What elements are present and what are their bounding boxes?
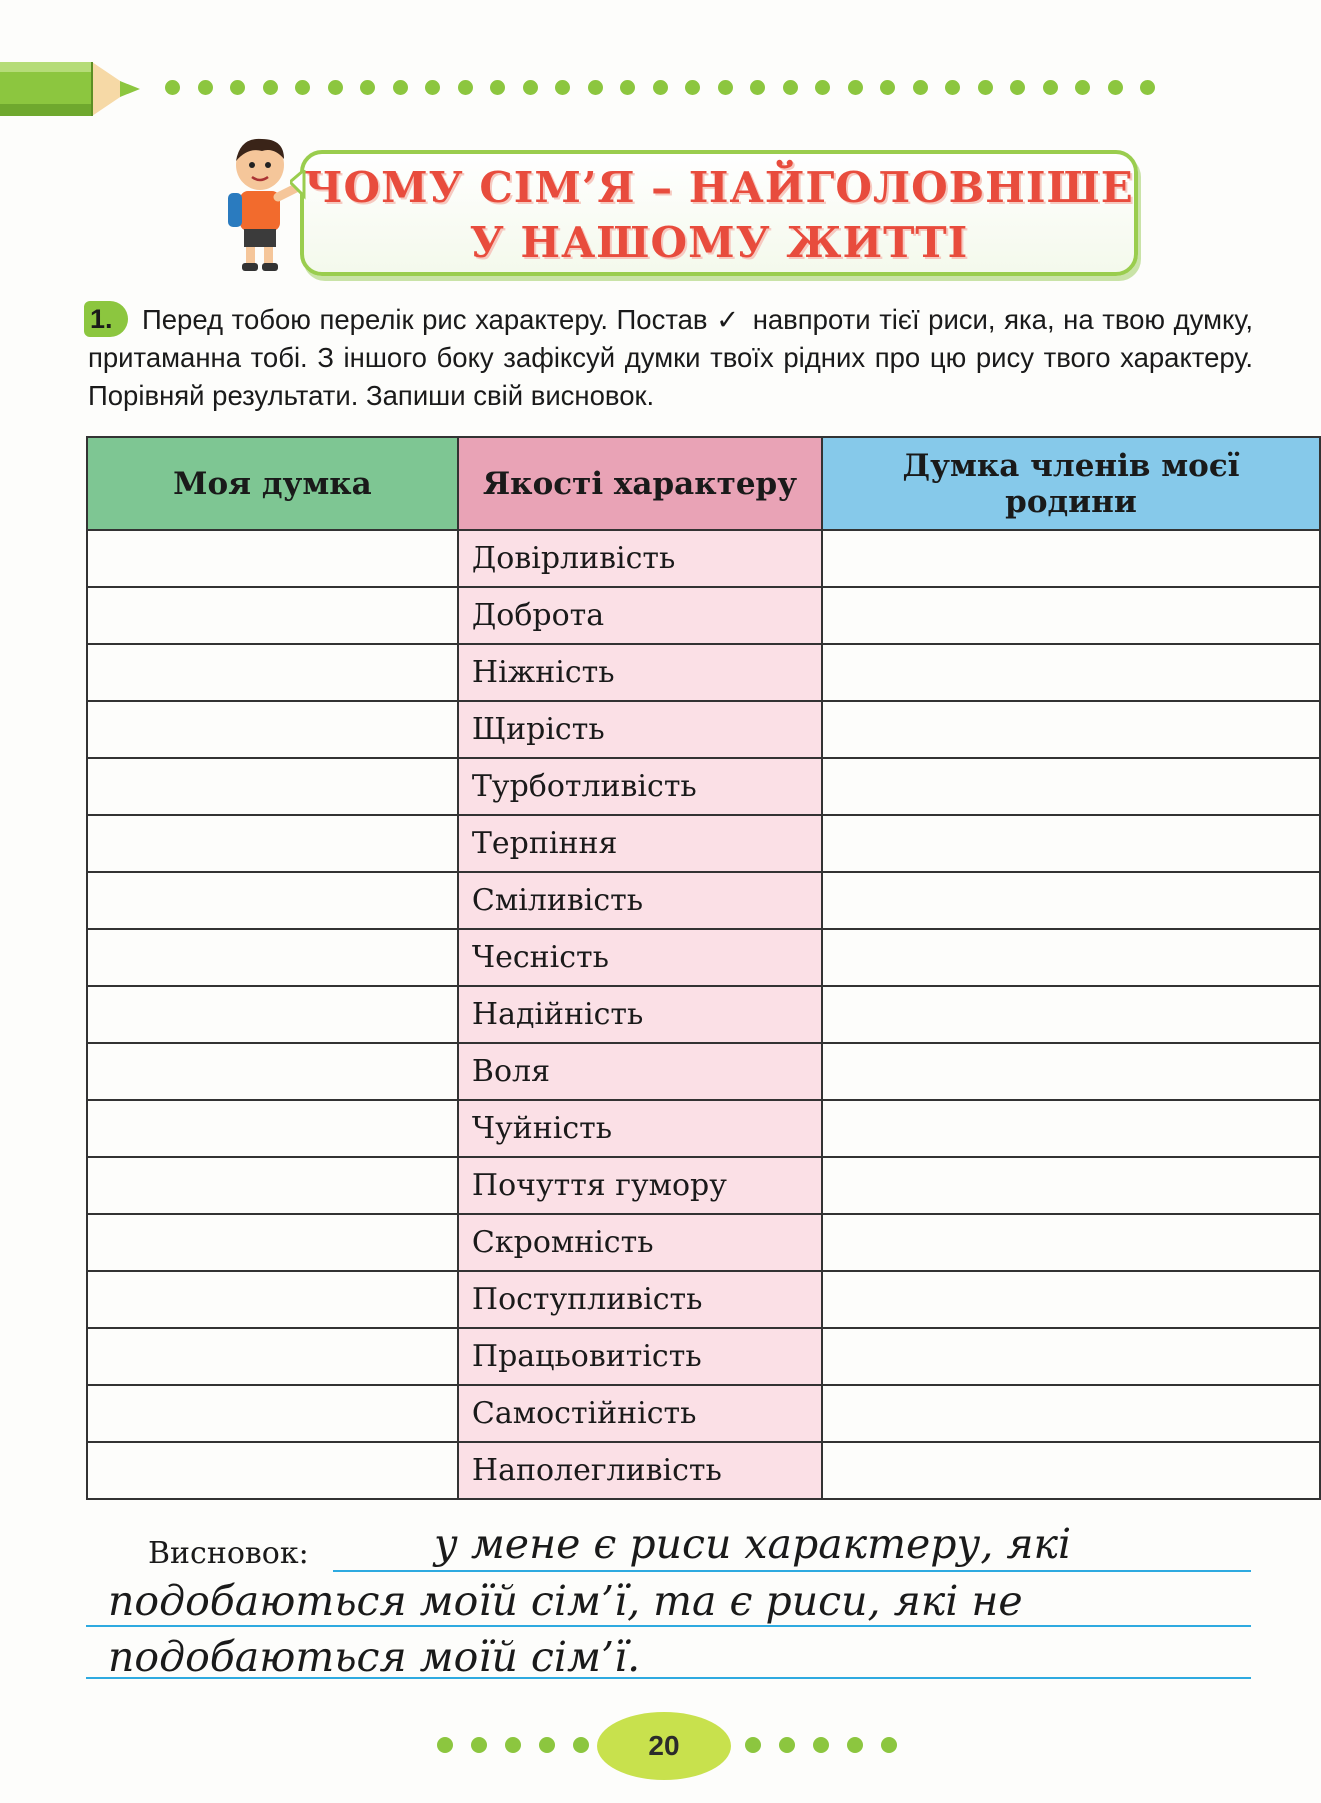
family-opinion-cell[interactable] [822,758,1320,815]
trait-cell: Працьовитість [458,1328,822,1385]
my-opinion-cell[interactable] [87,986,458,1043]
table-row [87,929,1320,986]
my-opinion-cell[interactable] [87,701,458,758]
dot-icon [588,80,603,95]
table-row [87,644,1320,701]
my-opinion-cell[interactable] [87,815,458,872]
dot-icon [1043,80,1058,95]
trait-cell: Воля [458,1043,822,1100]
dot-icon [718,80,733,95]
dot-icon [779,1737,795,1753]
trait-cell: Доброта [458,587,822,644]
conclusion-text-line-2: подобаються моїй сім’ї, та є риси, які не [108,1577,1023,1625]
dot-icon [620,80,635,95]
dot-icon [393,80,408,95]
my-opinion-cell[interactable] [87,1385,458,1442]
dot-icon [783,80,798,95]
family-opinion-cell[interactable] [822,1271,1320,1328]
table-row [87,1100,1320,1157]
dot-icon [1140,80,1155,95]
my-opinion-cell[interactable] [87,1100,458,1157]
my-opinion-cell[interactable] [87,644,458,701]
family-opinion-cell[interactable] [822,530,1320,587]
family-opinion-cell[interactable] [822,1157,1320,1214]
header-my-opinion: Моя думка [87,437,458,530]
table-row [87,701,1320,758]
task-number: 1. [84,301,128,337]
my-opinion-cell[interactable] [87,1442,458,1499]
table-row [87,1442,1320,1499]
family-opinion-cell[interactable] [822,872,1320,929]
dot-icon [881,1737,897,1753]
trait-cell: Наполегливість [458,1442,822,1499]
dot-icon [573,1737,589,1753]
my-opinion-cell[interactable] [87,872,458,929]
dot-icon [555,80,570,95]
dot-icon [425,80,440,95]
page-title-line2: У НАШОМУ ЖИТТІ [469,218,969,267]
dot-icon [815,80,830,95]
dot-icon [458,80,473,95]
dot-icon [813,1737,829,1753]
trait-cell: Скромність [458,1214,822,1271]
trait-cell: Надійність [458,986,822,1043]
page-title [300,160,1138,270]
family-opinion-cell[interactable] [822,587,1320,644]
boy-illustration-icon [222,135,310,275]
dot-icon [295,80,310,95]
dot-icon [471,1737,487,1753]
header-family-opinion: Думка членів моєї родини [822,437,1320,530]
conclusion-label: Висновок: [148,1536,309,1571]
character-traits-table [86,436,1321,1500]
dot-icon [978,80,993,95]
page-title-line1: ЧОМУ СІМ’Я – НАЙГОЛОВНІШЕ [304,163,1134,212]
table-row [87,986,1320,1043]
family-opinion-cell[interactable] [822,1328,1320,1385]
dot-icon [1075,80,1090,95]
trait-cell: Почуття гумору [458,1157,822,1214]
trait-cell: Терпіння [458,815,822,872]
header-traits: Якості характеру [458,437,822,530]
trait-cell: Чуйність [458,1100,822,1157]
dot-icon [750,80,765,95]
dot-icon [328,80,343,95]
dot-icon [1010,80,1025,95]
decorative-dots-bottom-left [437,1737,589,1753]
table-row [87,1385,1320,1442]
dot-icon [1108,80,1123,95]
dot-icon [523,80,538,95]
dot-icon [490,80,505,95]
table-row [87,1043,1320,1100]
checkmark-icon: ✓ [716,304,740,336]
dot-icon [360,80,375,95]
trait-cell: Самостійність [458,1385,822,1442]
dot-icon [165,80,180,95]
family-opinion-cell[interactable] [822,1214,1320,1271]
my-opinion-cell[interactable] [87,1214,458,1271]
dot-icon [913,80,928,95]
dot-icon [847,1737,863,1753]
dot-icon [505,1737,521,1753]
family-opinion-cell[interactable] [822,986,1320,1043]
trait-cell: Турботливість [458,758,822,815]
dot-icon [685,80,700,95]
table-row [87,530,1320,587]
family-opinion-cell[interactable] [822,701,1320,758]
dot-icon [945,80,960,95]
task-instructions [88,301,1253,415]
pencil-icon [0,58,145,120]
my-opinion-cell[interactable] [87,1157,458,1214]
table-row [87,1157,1320,1214]
dot-icon [880,80,895,95]
table-row [87,1214,1320,1271]
my-opinion-cell[interactable] [87,587,458,644]
my-opinion-cell[interactable] [87,530,458,587]
dot-icon [745,1737,761,1753]
my-opinion-cell[interactable] [87,758,458,815]
dot-icon [437,1737,453,1753]
dot-icon [230,80,245,95]
my-opinion-cell[interactable] [87,1271,458,1328]
family-opinion-cell[interactable] [822,1385,1320,1442]
table-row [87,1271,1320,1328]
dot-icon [848,80,863,95]
table-row [87,815,1320,872]
task-text-part1: Перед тобою перелік рис характеру. Постав [142,304,708,335]
table-row [87,758,1320,815]
table-row [87,587,1320,644]
table-row [87,872,1320,929]
family-opinion-cell[interactable] [822,815,1320,872]
family-opinion-cell[interactable] [822,929,1320,986]
conclusion-line-2 [86,1625,1251,1627]
dot-icon [539,1737,555,1753]
trait-cell: Чесність [458,929,822,986]
conclusion-line-1 [333,1570,1251,1572]
my-opinion-cell[interactable] [87,1328,458,1385]
decorative-dots-top [165,80,1155,95]
family-opinion-cell[interactable] [822,1043,1320,1100]
conclusion-text-line-1: у мене є риси характеру, які [434,1520,1072,1568]
table-header-row [87,437,1320,530]
trait-cell: Довірливість [458,530,822,587]
table-row [87,1328,1320,1385]
my-opinion-cell[interactable] [87,1043,458,1100]
trait-cell: Сміливість [458,872,822,929]
trait-cell: Ніжність [458,644,822,701]
decorative-dots-bottom-right [745,1737,897,1753]
family-opinion-cell[interactable] [822,644,1320,701]
my-opinion-cell[interactable] [87,929,458,986]
dot-icon [653,80,668,95]
page-number: 20 [648,1730,680,1761]
trait-cell: Поступливість [458,1271,822,1328]
dot-icon [198,80,213,95]
family-opinion-cell[interactable] [822,1442,1320,1499]
trait-cell: Щирість [458,701,822,758]
dot-icon [263,80,278,95]
task-text-part2: навпроти тієї риси, яка, на твою думку, притаманна тобі. З іншого боку зафіксуй думки твоїх рідних про цю рису твого характеру. Порівняй результати. Запиши свій висновок. [88,304,1253,411]
conclusion-text-line-3: подобаються моїй сім’ї. [108,1633,641,1681]
family-opinion-cell[interactable] [822,1100,1320,1157]
